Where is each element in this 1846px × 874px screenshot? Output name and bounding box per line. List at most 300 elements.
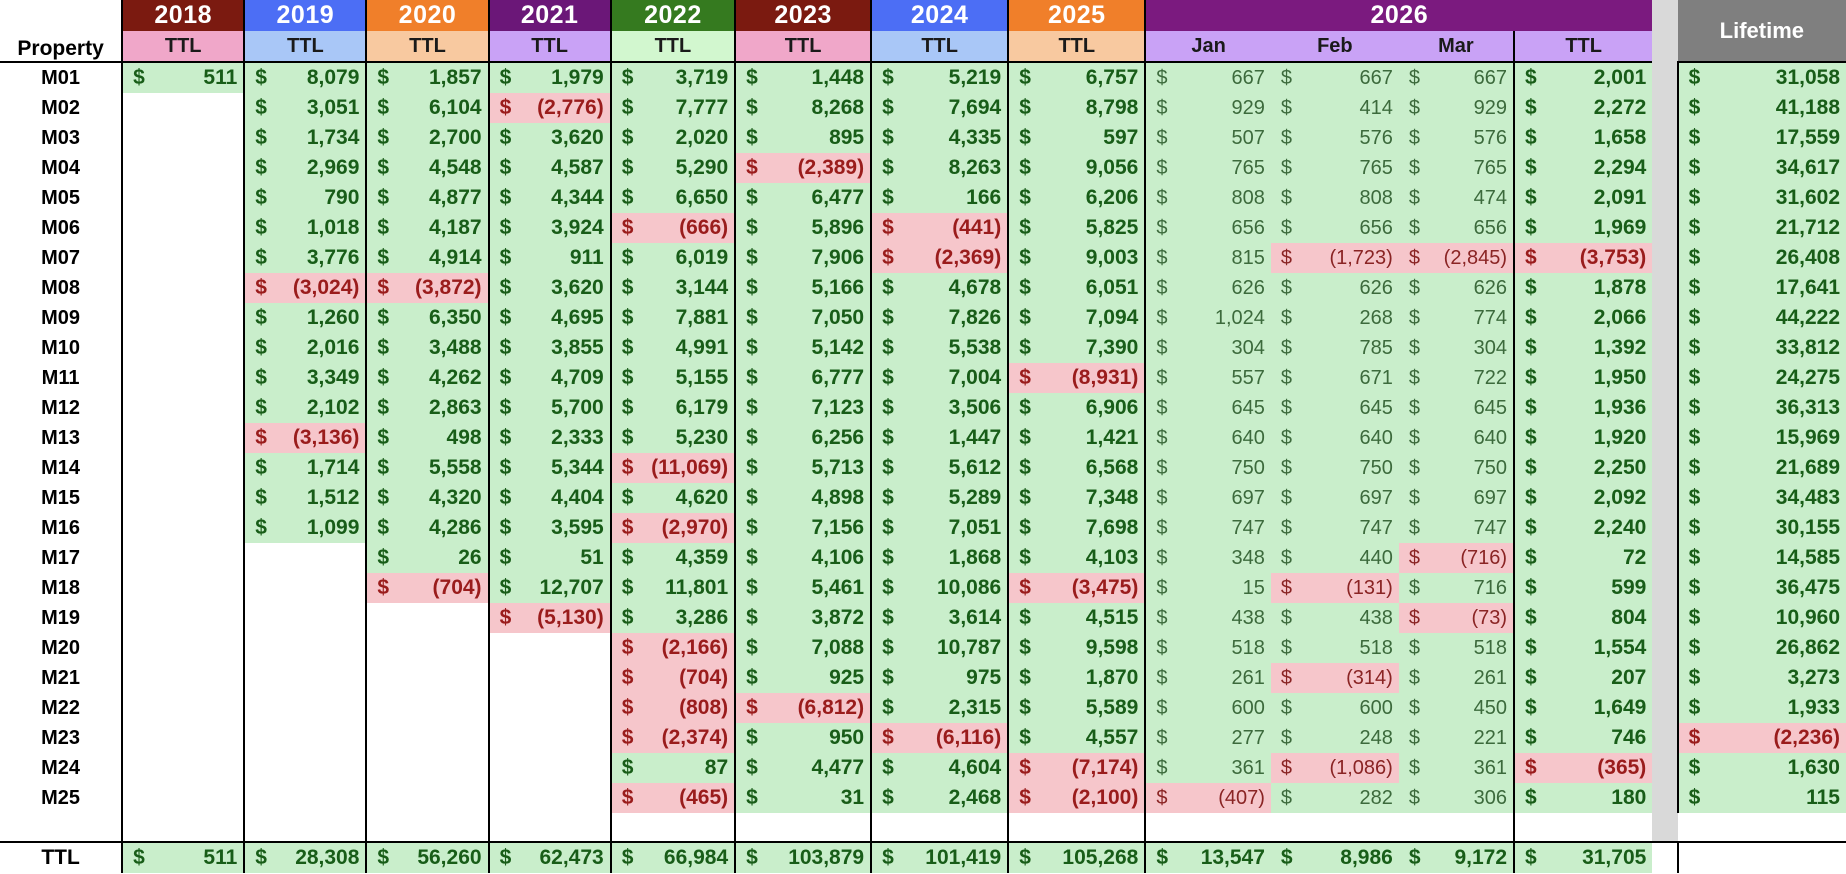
value-cell[interactable]	[611, 213, 735, 243]
value-cell[interactable]	[1399, 633, 1514, 663]
lifetime-cell[interactable]	[1678, 363, 1846, 393]
value-cell[interactable]	[1271, 483, 1399, 513]
subheader-2023-ttl[interactable]: TTL	[735, 31, 871, 62]
value-cell[interactable]	[1145, 243, 1271, 273]
value-cell[interactable]	[244, 363, 366, 393]
value-cell[interactable]	[735, 243, 871, 273]
value-cell[interactable]	[1008, 123, 1145, 153]
value-cell[interactable]	[1008, 423, 1145, 453]
lifetime-cell[interactable]	[1678, 423, 1846, 453]
empty-cell[interactable]	[1514, 813, 1652, 842]
value-cell[interactable]	[489, 273, 611, 303]
lifetime-cell[interactable]	[1678, 303, 1846, 333]
value-cell[interactable]	[1008, 93, 1145, 123]
value-cell[interactable]	[611, 603, 735, 633]
value-cell[interactable]	[122, 783, 244, 813]
value-cell[interactable]	[1145, 183, 1271, 213]
value-cell[interactable]	[611, 723, 735, 753]
value-cell[interactable]	[366, 183, 488, 213]
value-cell[interactable]	[1514, 273, 1652, 303]
value-cell[interactable]	[244, 663, 366, 693]
value-cell[interactable]	[366, 723, 488, 753]
value-cell[interactable]	[489, 513, 611, 543]
lifetime-cell[interactable]	[1678, 243, 1846, 273]
value-cell[interactable]	[244, 153, 366, 183]
value-cell[interactable]	[122, 333, 244, 363]
year-header-2019[interactable]: 2019	[244, 0, 366, 31]
value-cell[interactable]	[244, 483, 366, 513]
value-cell[interactable]	[489, 753, 611, 783]
empty-cell[interactable]	[244, 813, 366, 842]
value-cell[interactable]	[1514, 633, 1652, 663]
value-cell[interactable]	[1271, 363, 1399, 393]
value-cell[interactable]	[122, 273, 244, 303]
value-cell[interactable]	[1271, 243, 1399, 273]
property-column-header[interactable]: Property	[0, 0, 122, 62]
value-cell[interactable]	[735, 603, 871, 633]
value-cell[interactable]	[1271, 153, 1399, 183]
empty-cell[interactable]	[366, 813, 488, 842]
value-cell[interactable]	[735, 93, 871, 123]
value-cell[interactable]	[871, 243, 1008, 273]
property-cell[interactable]: M16	[41, 516, 81, 539]
value-cell[interactable]	[122, 62, 244, 93]
value-cell[interactable]	[489, 663, 611, 693]
value-cell[interactable]	[1271, 273, 1399, 303]
value-cell[interactable]	[489, 303, 611, 333]
value-cell[interactable]	[735, 513, 871, 543]
property-cell[interactable]: M23	[41, 726, 81, 749]
value-cell[interactable]	[122, 723, 244, 753]
value-cell[interactable]	[122, 693, 244, 723]
value-cell[interactable]	[366, 363, 488, 393]
value-cell[interactable]	[611, 513, 735, 543]
value-cell[interactable]	[1145, 573, 1271, 603]
value-cell[interactable]	[871, 333, 1008, 363]
total-cell[interactable]	[611, 842, 735, 873]
value-cell[interactable]	[871, 213, 1008, 243]
lifetime-total-cell[interactable]	[1678, 842, 1846, 873]
value-cell[interactable]	[1271, 723, 1399, 753]
value-cell[interactable]	[122, 213, 244, 243]
empty-cell[interactable]	[611, 813, 735, 842]
total-cell[interactable]	[1271, 842, 1399, 873]
value-cell[interactable]	[1145, 693, 1271, 723]
value-cell[interactable]	[1008, 483, 1145, 513]
value-cell[interactable]	[735, 273, 871, 303]
value-cell[interactable]	[1008, 243, 1145, 273]
value-cell[interactable]	[1008, 783, 1145, 813]
value-cell[interactable]	[1008, 363, 1145, 393]
value-cell[interactable]	[489, 93, 611, 123]
value-cell[interactable]	[122, 753, 244, 783]
property-cell[interactable]: M22	[41, 696, 81, 719]
value-cell[interactable]	[1271, 183, 1399, 213]
total-cell[interactable]	[366, 842, 488, 873]
property-cell[interactable]: M05	[41, 186, 81, 209]
property-cell[interactable]: M12	[41, 396, 81, 419]
empty-cell[interactable]	[1678, 813, 1846, 842]
value-cell[interactable]	[1008, 62, 1145, 93]
value-cell[interactable]	[366, 483, 488, 513]
value-cell[interactable]	[122, 183, 244, 213]
property-cell[interactable]: M06	[41, 216, 81, 239]
value-cell[interactable]	[611, 753, 735, 783]
value-cell[interactable]	[1399, 303, 1514, 333]
value-cell[interactable]	[735, 123, 871, 153]
value-cell[interactable]	[1271, 213, 1399, 243]
value-cell[interactable]	[611, 273, 735, 303]
value-cell[interactable]	[1008, 453, 1145, 483]
value-cell[interactable]	[489, 543, 611, 573]
value-cell[interactable]	[122, 513, 244, 543]
value-cell[interactable]	[1145, 423, 1271, 453]
value-cell[interactable]	[735, 783, 871, 813]
property-cell[interactable]: M01	[41, 66, 81, 89]
value-cell[interactable]	[611, 93, 735, 123]
value-cell[interactable]	[366, 543, 488, 573]
value-cell[interactable]	[122, 543, 244, 573]
property-cell[interactable]: M08	[41, 276, 81, 299]
value-cell[interactable]	[489, 453, 611, 483]
value-cell[interactable]	[244, 183, 366, 213]
value-cell[interactable]	[1399, 62, 1514, 93]
value-cell[interactable]	[1399, 723, 1514, 753]
value-cell[interactable]	[244, 62, 366, 93]
value-cell[interactable]	[366, 573, 488, 603]
value-cell[interactable]	[1514, 183, 1652, 213]
value-cell[interactable]	[1145, 273, 1271, 303]
value-cell[interactable]	[244, 693, 366, 723]
value-cell[interactable]	[1008, 333, 1145, 363]
value-cell[interactable]	[244, 543, 366, 573]
year-header-2021[interactable]: 2021	[489, 0, 611, 31]
value-cell[interactable]	[244, 93, 366, 123]
value-cell[interactable]	[1145, 513, 1271, 543]
value-cell[interactable]	[735, 663, 871, 693]
value-cell[interactable]	[735, 633, 871, 663]
value-cell[interactable]	[1514, 483, 1652, 513]
value-cell[interactable]	[1514, 753, 1652, 783]
value-cell[interactable]	[489, 423, 611, 453]
lifetime-cell[interactable]	[1678, 453, 1846, 483]
subheader-2026-feb[interactable]: Feb	[1271, 31, 1399, 62]
value-cell[interactable]	[1399, 453, 1514, 483]
value-cell[interactable]	[122, 363, 244, 393]
value-cell[interactable]	[366, 273, 488, 303]
lifetime-cell[interactable]	[1678, 93, 1846, 123]
total-cell[interactable]	[1008, 842, 1145, 873]
value-cell[interactable]	[611, 573, 735, 603]
property-cell[interactable]: M21	[41, 666, 81, 689]
value-cell[interactable]	[366, 333, 488, 363]
property-cell[interactable]: M02	[41, 96, 81, 119]
value-cell[interactable]	[1008, 723, 1145, 753]
value-cell[interactable]	[1145, 483, 1271, 513]
total-cell[interactable]	[122, 842, 244, 873]
value-cell[interactable]	[1514, 333, 1652, 363]
property-cell[interactable]: M14	[41, 456, 81, 479]
property-cell[interactable]: M15	[41, 486, 81, 509]
value-cell[interactable]	[611, 693, 735, 723]
value-cell[interactable]	[1514, 93, 1652, 123]
value-cell[interactable]	[1514, 363, 1652, 393]
empty-cell[interactable]	[489, 813, 611, 842]
value-cell[interactable]	[1145, 303, 1271, 333]
property-cell[interactable]: M18	[41, 576, 81, 599]
value-cell[interactable]	[1145, 363, 1271, 393]
value-cell[interactable]	[871, 753, 1008, 783]
value-cell[interactable]	[244, 633, 366, 663]
value-cell[interactable]	[1399, 153, 1514, 183]
value-cell[interactable]	[1145, 633, 1271, 663]
value-cell[interactable]	[871, 723, 1008, 753]
value-cell[interactable]	[871, 603, 1008, 633]
value-cell[interactable]	[735, 753, 871, 783]
value-cell[interactable]	[1271, 393, 1399, 423]
value-cell[interactable]	[122, 633, 244, 663]
value-cell[interactable]	[1399, 363, 1514, 393]
value-cell[interactable]	[122, 663, 244, 693]
value-cell[interactable]	[366, 393, 488, 423]
total-cell[interactable]	[871, 842, 1008, 873]
value-cell[interactable]	[1399, 753, 1514, 783]
empty-cell[interactable]	[735, 813, 871, 842]
value-cell[interactable]	[871, 393, 1008, 423]
value-cell[interactable]	[1145, 543, 1271, 573]
value-cell[interactable]	[1514, 62, 1652, 93]
value-cell[interactable]	[611, 543, 735, 573]
lifetime-cell[interactable]	[1678, 153, 1846, 183]
lifetime-column-header[interactable]: Lifetime	[1678, 0, 1846, 62]
value-cell[interactable]	[611, 453, 735, 483]
value-cell[interactable]	[1399, 513, 1514, 543]
value-cell[interactable]	[735, 333, 871, 363]
lifetime-cell[interactable]	[1678, 663, 1846, 693]
year-header-2023[interactable]: 2023	[735, 0, 871, 31]
value-cell[interactable]	[122, 393, 244, 423]
lifetime-cell[interactable]	[1678, 573, 1846, 603]
value-cell[interactable]	[871, 573, 1008, 603]
value-cell[interactable]	[489, 123, 611, 153]
value-cell[interactable]	[611, 633, 735, 663]
value-cell[interactable]	[1008, 543, 1145, 573]
total-cell[interactable]	[1514, 842, 1652, 873]
value-cell[interactable]	[871, 663, 1008, 693]
value-cell[interactable]	[1399, 243, 1514, 273]
value-cell[interactable]	[1145, 93, 1271, 123]
value-cell[interactable]	[1514, 603, 1652, 633]
value-cell[interactable]	[871, 273, 1008, 303]
value-cell[interactable]	[366, 783, 488, 813]
value-cell[interactable]	[244, 213, 366, 243]
value-cell[interactable]	[871, 93, 1008, 123]
value-cell[interactable]	[1399, 183, 1514, 213]
property-cell[interactable]: M04	[41, 156, 81, 179]
year-header-2025[interactable]: 2025	[1008, 0, 1145, 31]
value-cell[interactable]	[735, 213, 871, 243]
value-cell[interactable]	[1514, 153, 1652, 183]
value-cell[interactable]	[1008, 513, 1145, 543]
value-cell[interactable]	[871, 123, 1008, 153]
value-cell[interactable]	[1399, 393, 1514, 423]
value-cell[interactable]	[1271, 633, 1399, 663]
value-cell[interactable]	[611, 243, 735, 273]
value-cell[interactable]	[1399, 693, 1514, 723]
subheader-2025-ttl[interactable]: TTL	[1008, 31, 1145, 62]
year-header-2024[interactable]: 2024	[871, 0, 1008, 31]
value-cell[interactable]	[1271, 603, 1399, 633]
value-cell[interactable]	[611, 62, 735, 93]
value-cell[interactable]	[244, 573, 366, 603]
value-cell[interactable]	[1399, 573, 1514, 603]
lifetime-cell[interactable]	[1678, 723, 1846, 753]
subheader-2026-mar[interactable]: Mar	[1399, 31, 1514, 62]
empty-cell[interactable]	[122, 813, 244, 842]
value-cell[interactable]	[611, 783, 735, 813]
empty-cell[interactable]	[0, 813, 122, 842]
value-cell[interactable]	[1399, 273, 1514, 303]
value-cell[interactable]	[1399, 213, 1514, 243]
subheader-2022-ttl[interactable]: TTL	[611, 31, 735, 62]
value-cell[interactable]	[1145, 783, 1271, 813]
value-cell[interactable]	[366, 153, 488, 183]
value-cell[interactable]	[1399, 663, 1514, 693]
value-cell[interactable]	[1145, 153, 1271, 183]
value-cell[interactable]	[1008, 213, 1145, 243]
value-cell[interactable]	[735, 62, 871, 93]
total-cell[interactable]	[489, 842, 611, 873]
lifetime-cell[interactable]	[1678, 483, 1846, 513]
lifetime-cell[interactable]	[1678, 183, 1846, 213]
value-cell[interactable]	[1399, 483, 1514, 513]
value-cell[interactable]	[1271, 543, 1399, 573]
value-cell[interactable]	[244, 723, 366, 753]
value-cell[interactable]	[489, 62, 611, 93]
value-cell[interactable]	[244, 513, 366, 543]
value-cell[interactable]	[1514, 663, 1652, 693]
value-cell[interactable]	[1271, 573, 1399, 603]
value-cell[interactable]	[735, 393, 871, 423]
value-cell[interactable]	[611, 363, 735, 393]
value-cell[interactable]	[122, 123, 244, 153]
value-cell[interactable]	[1514, 303, 1652, 333]
value-cell[interactable]	[735, 723, 871, 753]
empty-cell[interactable]	[1652, 813, 1677, 842]
value-cell[interactable]	[1145, 62, 1271, 93]
subheader-2021-ttl[interactable]: TTL	[489, 31, 611, 62]
value-cell[interactable]	[1399, 333, 1514, 363]
lifetime-cell[interactable]	[1678, 783, 1846, 813]
lifetime-cell[interactable]	[1678, 753, 1846, 783]
value-cell[interactable]	[1514, 123, 1652, 153]
subheader-2024-ttl[interactable]: TTL	[871, 31, 1008, 62]
value-cell[interactable]	[1514, 213, 1652, 243]
value-cell[interactable]	[366, 213, 488, 243]
value-cell[interactable]	[489, 483, 611, 513]
value-cell[interactable]	[1271, 513, 1399, 543]
value-cell[interactable]	[611, 483, 735, 513]
value-cell[interactable]	[489, 603, 611, 633]
value-cell[interactable]	[1271, 783, 1399, 813]
value-cell[interactable]	[871, 483, 1008, 513]
value-cell[interactable]	[244, 453, 366, 483]
value-cell[interactable]	[489, 183, 611, 213]
lifetime-cell[interactable]	[1678, 273, 1846, 303]
property-cell[interactable]: M09	[41, 306, 81, 329]
value-cell[interactable]	[489, 693, 611, 723]
value-cell[interactable]	[871, 303, 1008, 333]
value-cell[interactable]	[366, 423, 488, 453]
value-cell[interactable]	[244, 393, 366, 423]
value-cell[interactable]	[1271, 62, 1399, 93]
value-cell[interactable]	[489, 783, 611, 813]
value-cell[interactable]	[489, 393, 611, 423]
lifetime-cell[interactable]	[1678, 603, 1846, 633]
value-cell[interactable]	[366, 513, 488, 543]
value-cell[interactable]	[1145, 603, 1271, 633]
value-cell[interactable]	[1514, 693, 1652, 723]
subheader-2026-jan[interactable]: Jan	[1145, 31, 1271, 62]
total-cell[interactable]	[1145, 842, 1271, 873]
value-cell[interactable]	[611, 123, 735, 153]
value-cell[interactable]	[1145, 723, 1271, 753]
value-cell[interactable]	[366, 693, 488, 723]
year-header-2020[interactable]: 2020	[366, 0, 488, 31]
value-cell[interactable]	[871, 453, 1008, 483]
value-cell[interactable]	[1145, 123, 1271, 153]
total-cell[interactable]	[735, 842, 871, 873]
value-cell[interactable]	[366, 243, 488, 273]
value-cell[interactable]	[1399, 543, 1514, 573]
value-cell[interactable]	[735, 363, 871, 393]
value-cell[interactable]	[1145, 393, 1271, 423]
value-cell[interactable]	[611, 183, 735, 213]
subheader-2020-ttl[interactable]: TTL	[366, 31, 488, 62]
value-cell[interactable]	[1514, 423, 1652, 453]
value-cell[interactable]	[122, 483, 244, 513]
lifetime-cell[interactable]	[1678, 543, 1846, 573]
value-cell[interactable]	[1271, 333, 1399, 363]
value-cell[interactable]	[489, 243, 611, 273]
value-cell[interactable]	[366, 753, 488, 783]
empty-cell[interactable]	[1399, 813, 1514, 842]
value-cell[interactable]	[1271, 453, 1399, 483]
value-cell[interactable]	[611, 333, 735, 363]
value-cell[interactable]	[871, 513, 1008, 543]
empty-cell[interactable]	[1008, 813, 1145, 842]
value-cell[interactable]	[244, 243, 366, 273]
value-cell[interactable]	[1514, 723, 1652, 753]
value-cell[interactable]	[1008, 273, 1145, 303]
value-cell[interactable]	[122, 303, 244, 333]
value-cell[interactable]	[1514, 453, 1652, 483]
value-cell[interactable]	[244, 303, 366, 333]
value-cell[interactable]	[122, 603, 244, 633]
value-cell[interactable]	[244, 273, 366, 303]
value-cell[interactable]	[871, 693, 1008, 723]
value-cell[interactable]	[871, 183, 1008, 213]
lifetime-cell[interactable]	[1678, 123, 1846, 153]
value-cell[interactable]	[871, 153, 1008, 183]
total-cell[interactable]	[1399, 842, 1514, 873]
value-cell[interactable]	[1145, 333, 1271, 363]
value-cell[interactable]	[366, 93, 488, 123]
value-cell[interactable]	[871, 543, 1008, 573]
value-cell[interactable]	[1399, 783, 1514, 813]
lifetime-cell[interactable]	[1678, 213, 1846, 243]
value-cell[interactable]	[1008, 633, 1145, 663]
